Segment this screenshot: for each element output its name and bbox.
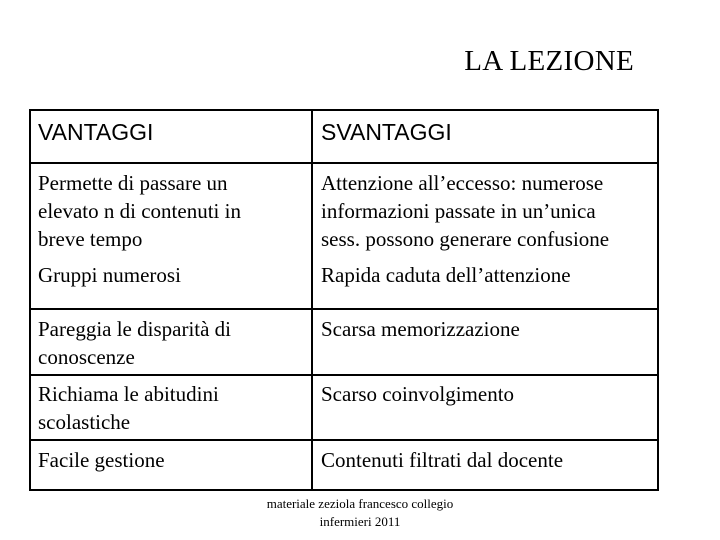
- row-divider: [31, 439, 657, 441]
- slide-title: LA LEZIONE: [464, 45, 634, 77]
- footer-line: infermieri 2011: [319, 514, 401, 529]
- table-cell-right: Contenuti filtrati dal docente: [321, 448, 564, 472]
- table-cell-left: Richiama le abitudini scolastiche: [38, 382, 219, 434]
- header-svantaggi: SVANTAGGI: [321, 119, 452, 145]
- header-divider: [31, 162, 657, 164]
- comparison-table: [29, 109, 659, 491]
- row-divider: [31, 308, 657, 310]
- table-cell-left: Facile gestione: [38, 448, 165, 472]
- footer-line: materiale zeziola francesco collegio: [266, 496, 454, 511]
- footer-credit: [220, 495, 500, 531]
- table-cell-left: Permette di passare un elevato n di contenuti in breve tempo: [38, 171, 241, 251]
- header-vantaggi: VANTAGGI: [38, 119, 154, 145]
- table-cell-right: Scarso coinvolgimento: [321, 382, 515, 406]
- column-divider: [311, 111, 313, 489]
- table-cell-right: Scarsa memorizzazione: [321, 317, 520, 341]
- table-cell-left: Pareggia le disparità di conoscenze: [38, 317, 232, 369]
- table-cell-left: Gruppi numerosi: [38, 263, 181, 287]
- table-cell-right: Attenzione all’eccesso: numerose informazioni passate in un’unica sess. possono generare confusione: [321, 171, 610, 251]
- row-divider: [31, 374, 657, 376]
- table-cell-right: Rapida caduta dell’attenzione: [321, 263, 571, 287]
